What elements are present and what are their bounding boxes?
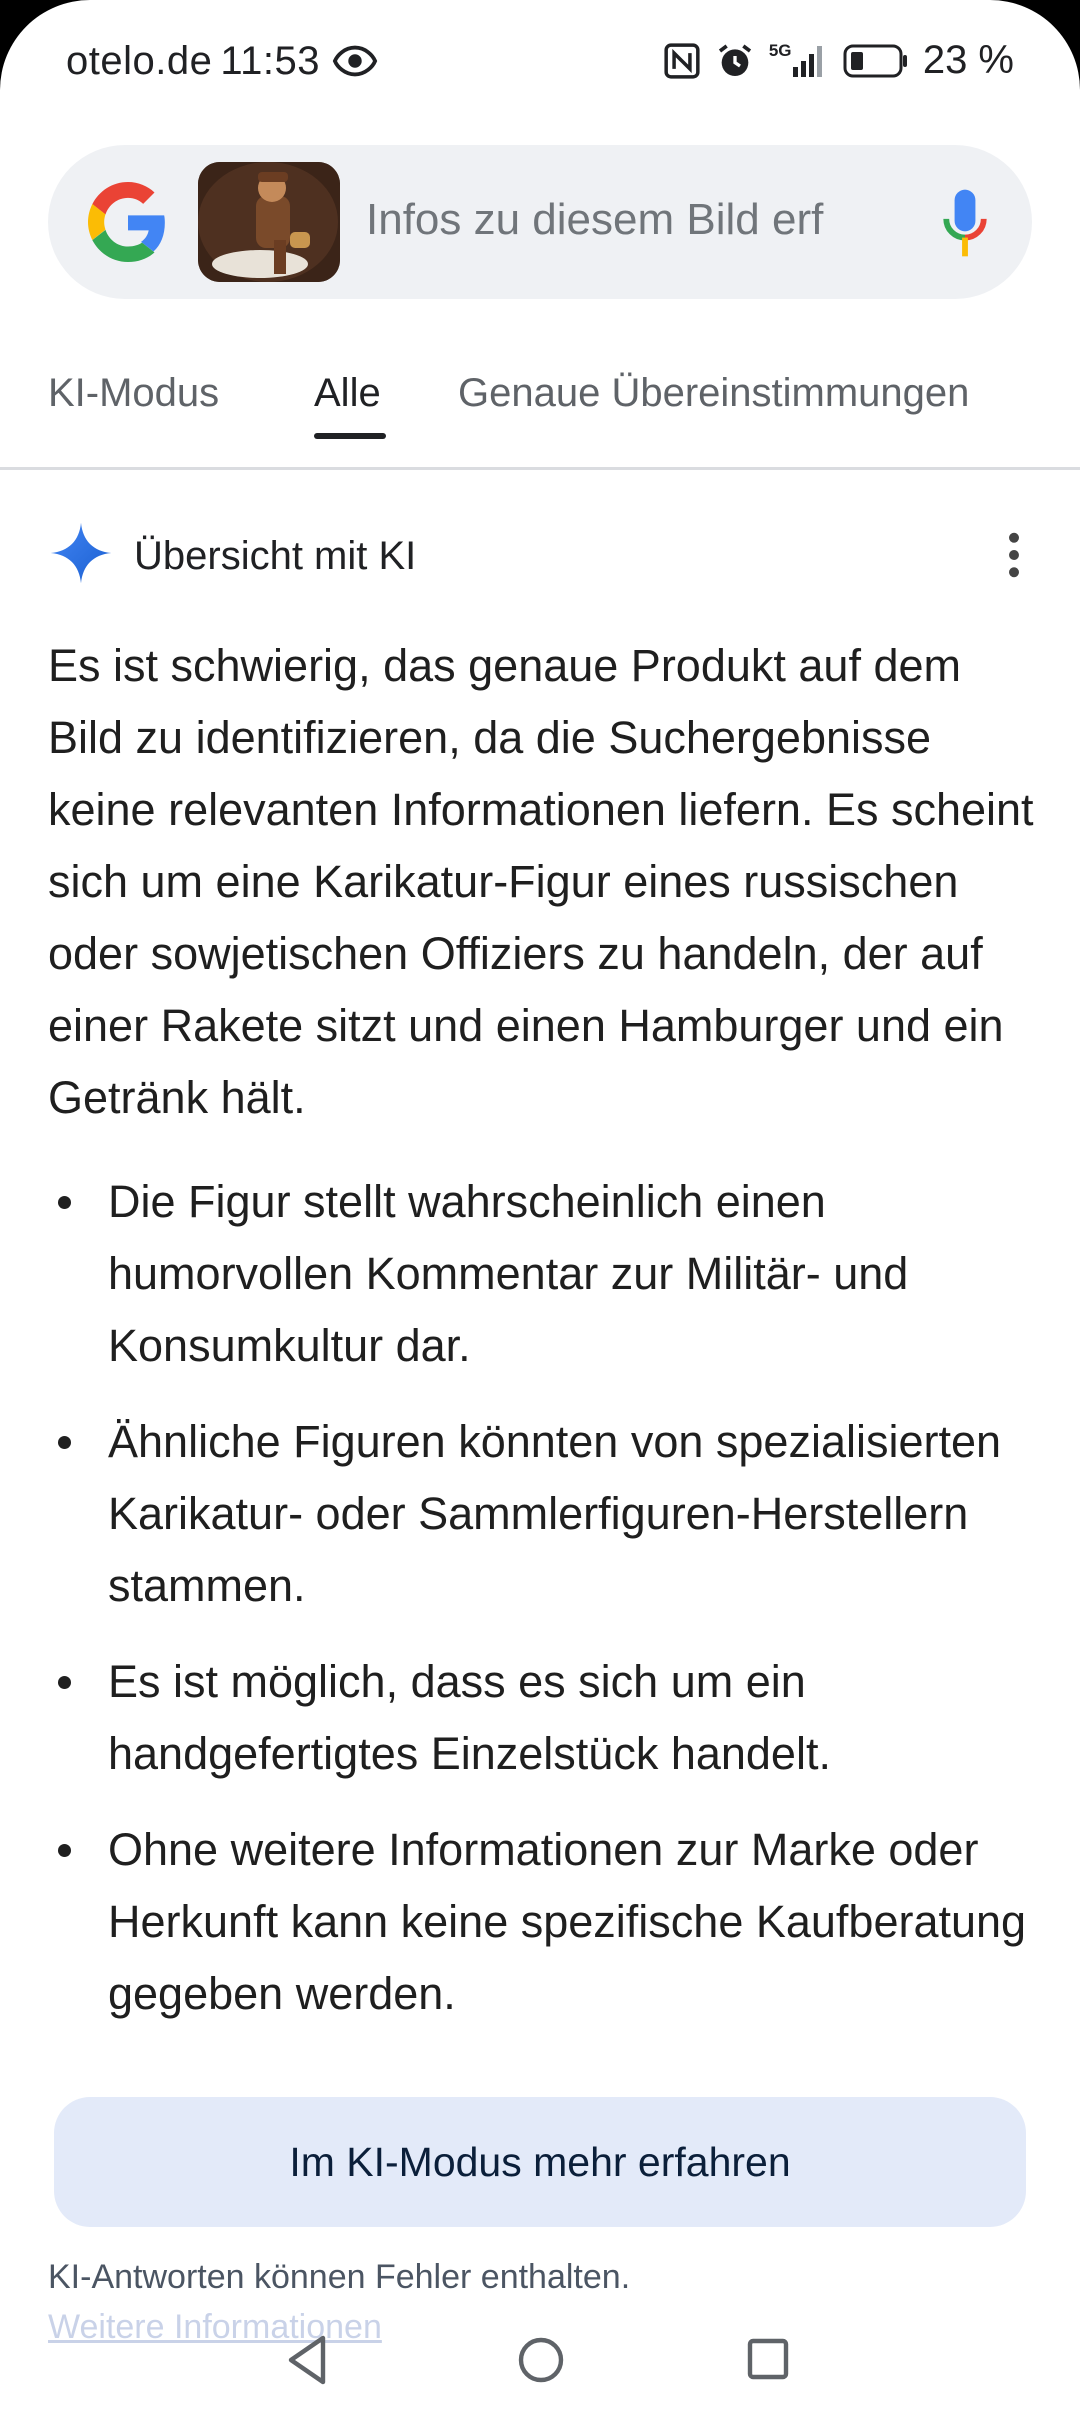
tab-active-indicator — [314, 433, 386, 439]
search-tabs — [0, 355, 1080, 470]
ai-overview-paragraph: Es ist schwierig, das genaue Produkt auf dem Bild zu identifizieren, da die Suchergebnisse keine relevanten Informationen liefern. Es scheint sich um eine Karikatur-Figur eines russischen oder sowjetischen Offiziers zu handeln, der auf einer Rakete sitzt und einen Hamburger und ein Getränk hält. — [48, 640, 1034, 1123]
ai-disclaimer: KI-Antworten können Fehler enthalten. — [48, 2258, 631, 2296]
battery-percent: 23 % — [922, 38, 1014, 82]
alarm-icon — [715, 41, 755, 81]
search-input[interactable]: Infos zu diesem Bild erf — [366, 195, 824, 244]
list-item: Die Figur stellt wahrscheinlich einen humorvollen Kommentar zur Militär- und Konsumkultur dar. — [48, 1166, 1038, 1382]
ai-overview-header — [48, 520, 1032, 590]
mic-icon[interactable] — [940, 187, 990, 259]
clock: 11:53 — [220, 38, 320, 83]
battery-icon — [843, 43, 909, 79]
tab-ki-modus[interactable]: KI-Modus — [48, 371, 220, 415]
status-left — [66, 38, 378, 84]
search-bar[interactable] — [48, 145, 1032, 299]
nfc-icon — [663, 42, 701, 80]
status-right — [663, 38, 1014, 83]
tab-genaue-uebereinstimmungen[interactable]: Genaue Übereinstimmungen — [458, 371, 970, 415]
ai-overview-title: Übersicht mit KI — [134, 534, 417, 578]
network-label: 5G — [768, 40, 792, 60]
more-vert-icon[interactable] — [1006, 532, 1022, 578]
more-info-link[interactable]: Weitere Informationen — [48, 2308, 382, 2346]
tab-alle[interactable]: Alle — [314, 371, 381, 415]
google-logo[interactable] — [88, 182, 168, 262]
home-icon[interactable] — [516, 2332, 566, 2388]
search-image-thumbnail[interactable] — [198, 162, 340, 282]
carrier-label: otelo.de — [66, 38, 213, 83]
list-item: Ohne weitere Informationen zur Marke oder Herkunft kann keine spezifische Kaufberatung gegeben werden. — [48, 1814, 1038, 2030]
back-icon[interactable] — [282, 2332, 332, 2388]
list-item: Es ist möglich, dass es sich um ein handgefertigtes Einzelstück handelt. — [48, 1646, 1038, 1790]
ki-mode-learn-more-button[interactable]: Im KI-Modus mehr erfahren — [54, 2097, 1026, 2227]
ai-overview-bullets — [48, 1166, 1038, 2054]
eye-icon — [332, 38, 378, 84]
recents-icon[interactable] — [744, 2334, 792, 2384]
status-bar — [0, 0, 1080, 126]
list-item: Ähnliche Figuren könnten von spezialisierten Karikatur- oder Sammlerfiguren-Herstellern stammen. — [48, 1406, 1038, 1622]
sparkle-icon — [48, 520, 114, 586]
system-nav-bar — [0, 2320, 1080, 2412]
signal-icon — [769, 41, 829, 81]
